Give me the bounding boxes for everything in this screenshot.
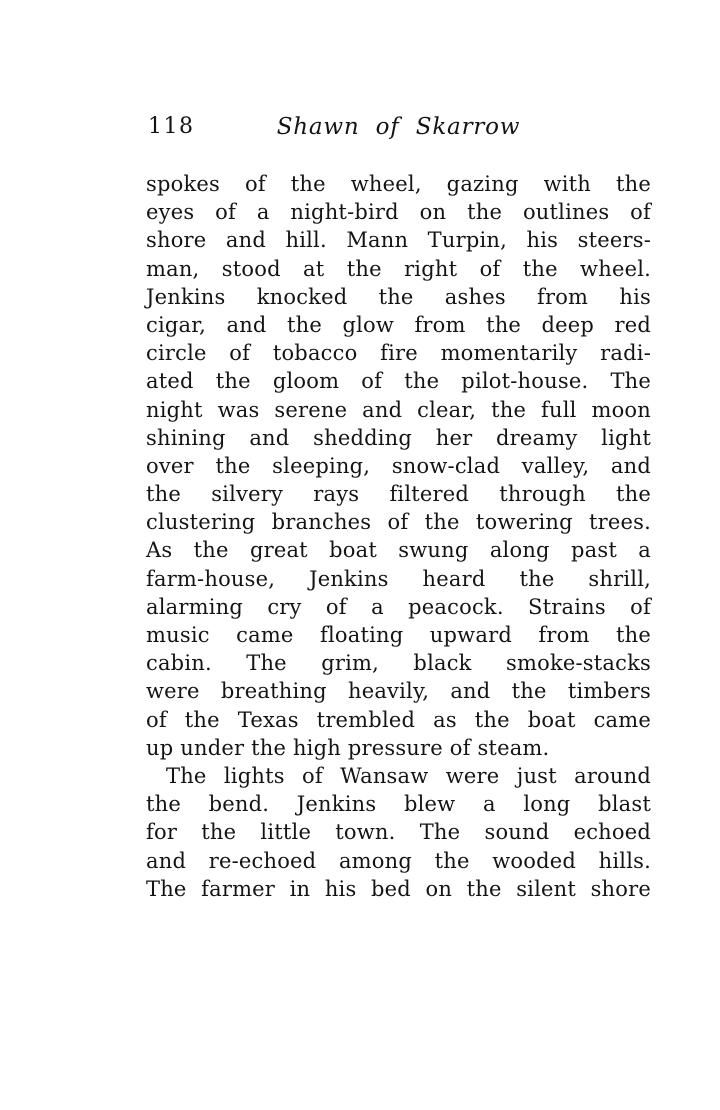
text-line: up under the high pressure of steam. xyxy=(146,735,550,760)
text-line: The lights of Wansaw were just around xyxy=(166,763,651,788)
text-line: Jenkins knocked the ashes from his xyxy=(146,284,651,309)
text-line: ated the gloom of the pilot-house. The xyxy=(146,369,651,394)
text-line: for the little town. The sound echoed xyxy=(146,820,651,845)
text-line: and re-echoed among the wooded hills. xyxy=(146,848,651,873)
text-line: cabin. The grim, black smoke-stacks xyxy=(146,651,651,676)
text-line: music came floating upward from the xyxy=(146,623,651,647)
page-header xyxy=(146,112,651,144)
text-line: farm-house, Jenkins heard the shrill, xyxy=(146,566,651,591)
text-line: the bend. Jenkins blew a long blast xyxy=(146,792,651,817)
text-line: night was serene and clear, the full moon xyxy=(146,397,651,422)
running-title: Shawn of Skarrow xyxy=(276,114,521,140)
text-line: shore and hill. Mann Turpin, his steers- xyxy=(146,228,651,253)
page-text xyxy=(146,170,651,903)
text-line: of the Texas trembled as the boat came xyxy=(146,707,651,732)
text-line: shining and shedding her dreamy light xyxy=(146,425,651,450)
text-line: clustering branches of the towering trees. xyxy=(146,510,651,535)
text-line: over the sleeping, snow-clad valley, and xyxy=(146,453,651,478)
text-line: The farmer in his bed on the silent shore xyxy=(146,876,651,901)
text-line: spokes of the wheel, gazing with the xyxy=(146,172,651,196)
text-line: man, stood at the right of the wheel. xyxy=(146,256,651,281)
text-line: the silvery rays filtered through the xyxy=(146,482,651,507)
text-line: alarming cry of a peacock. Strains of xyxy=(146,594,651,619)
text-line: eyes of a night-bird on the outlines of xyxy=(146,200,651,225)
text-line: cigar, and the glow from the deep red xyxy=(146,312,651,337)
text-line: As the great boat swung along past a xyxy=(146,538,651,563)
text-line: were breathing heavily, and the timbers xyxy=(146,679,651,704)
text-line: circle of tobacco fire momentarily radi- xyxy=(146,341,651,366)
page-number: 118 xyxy=(148,114,195,139)
